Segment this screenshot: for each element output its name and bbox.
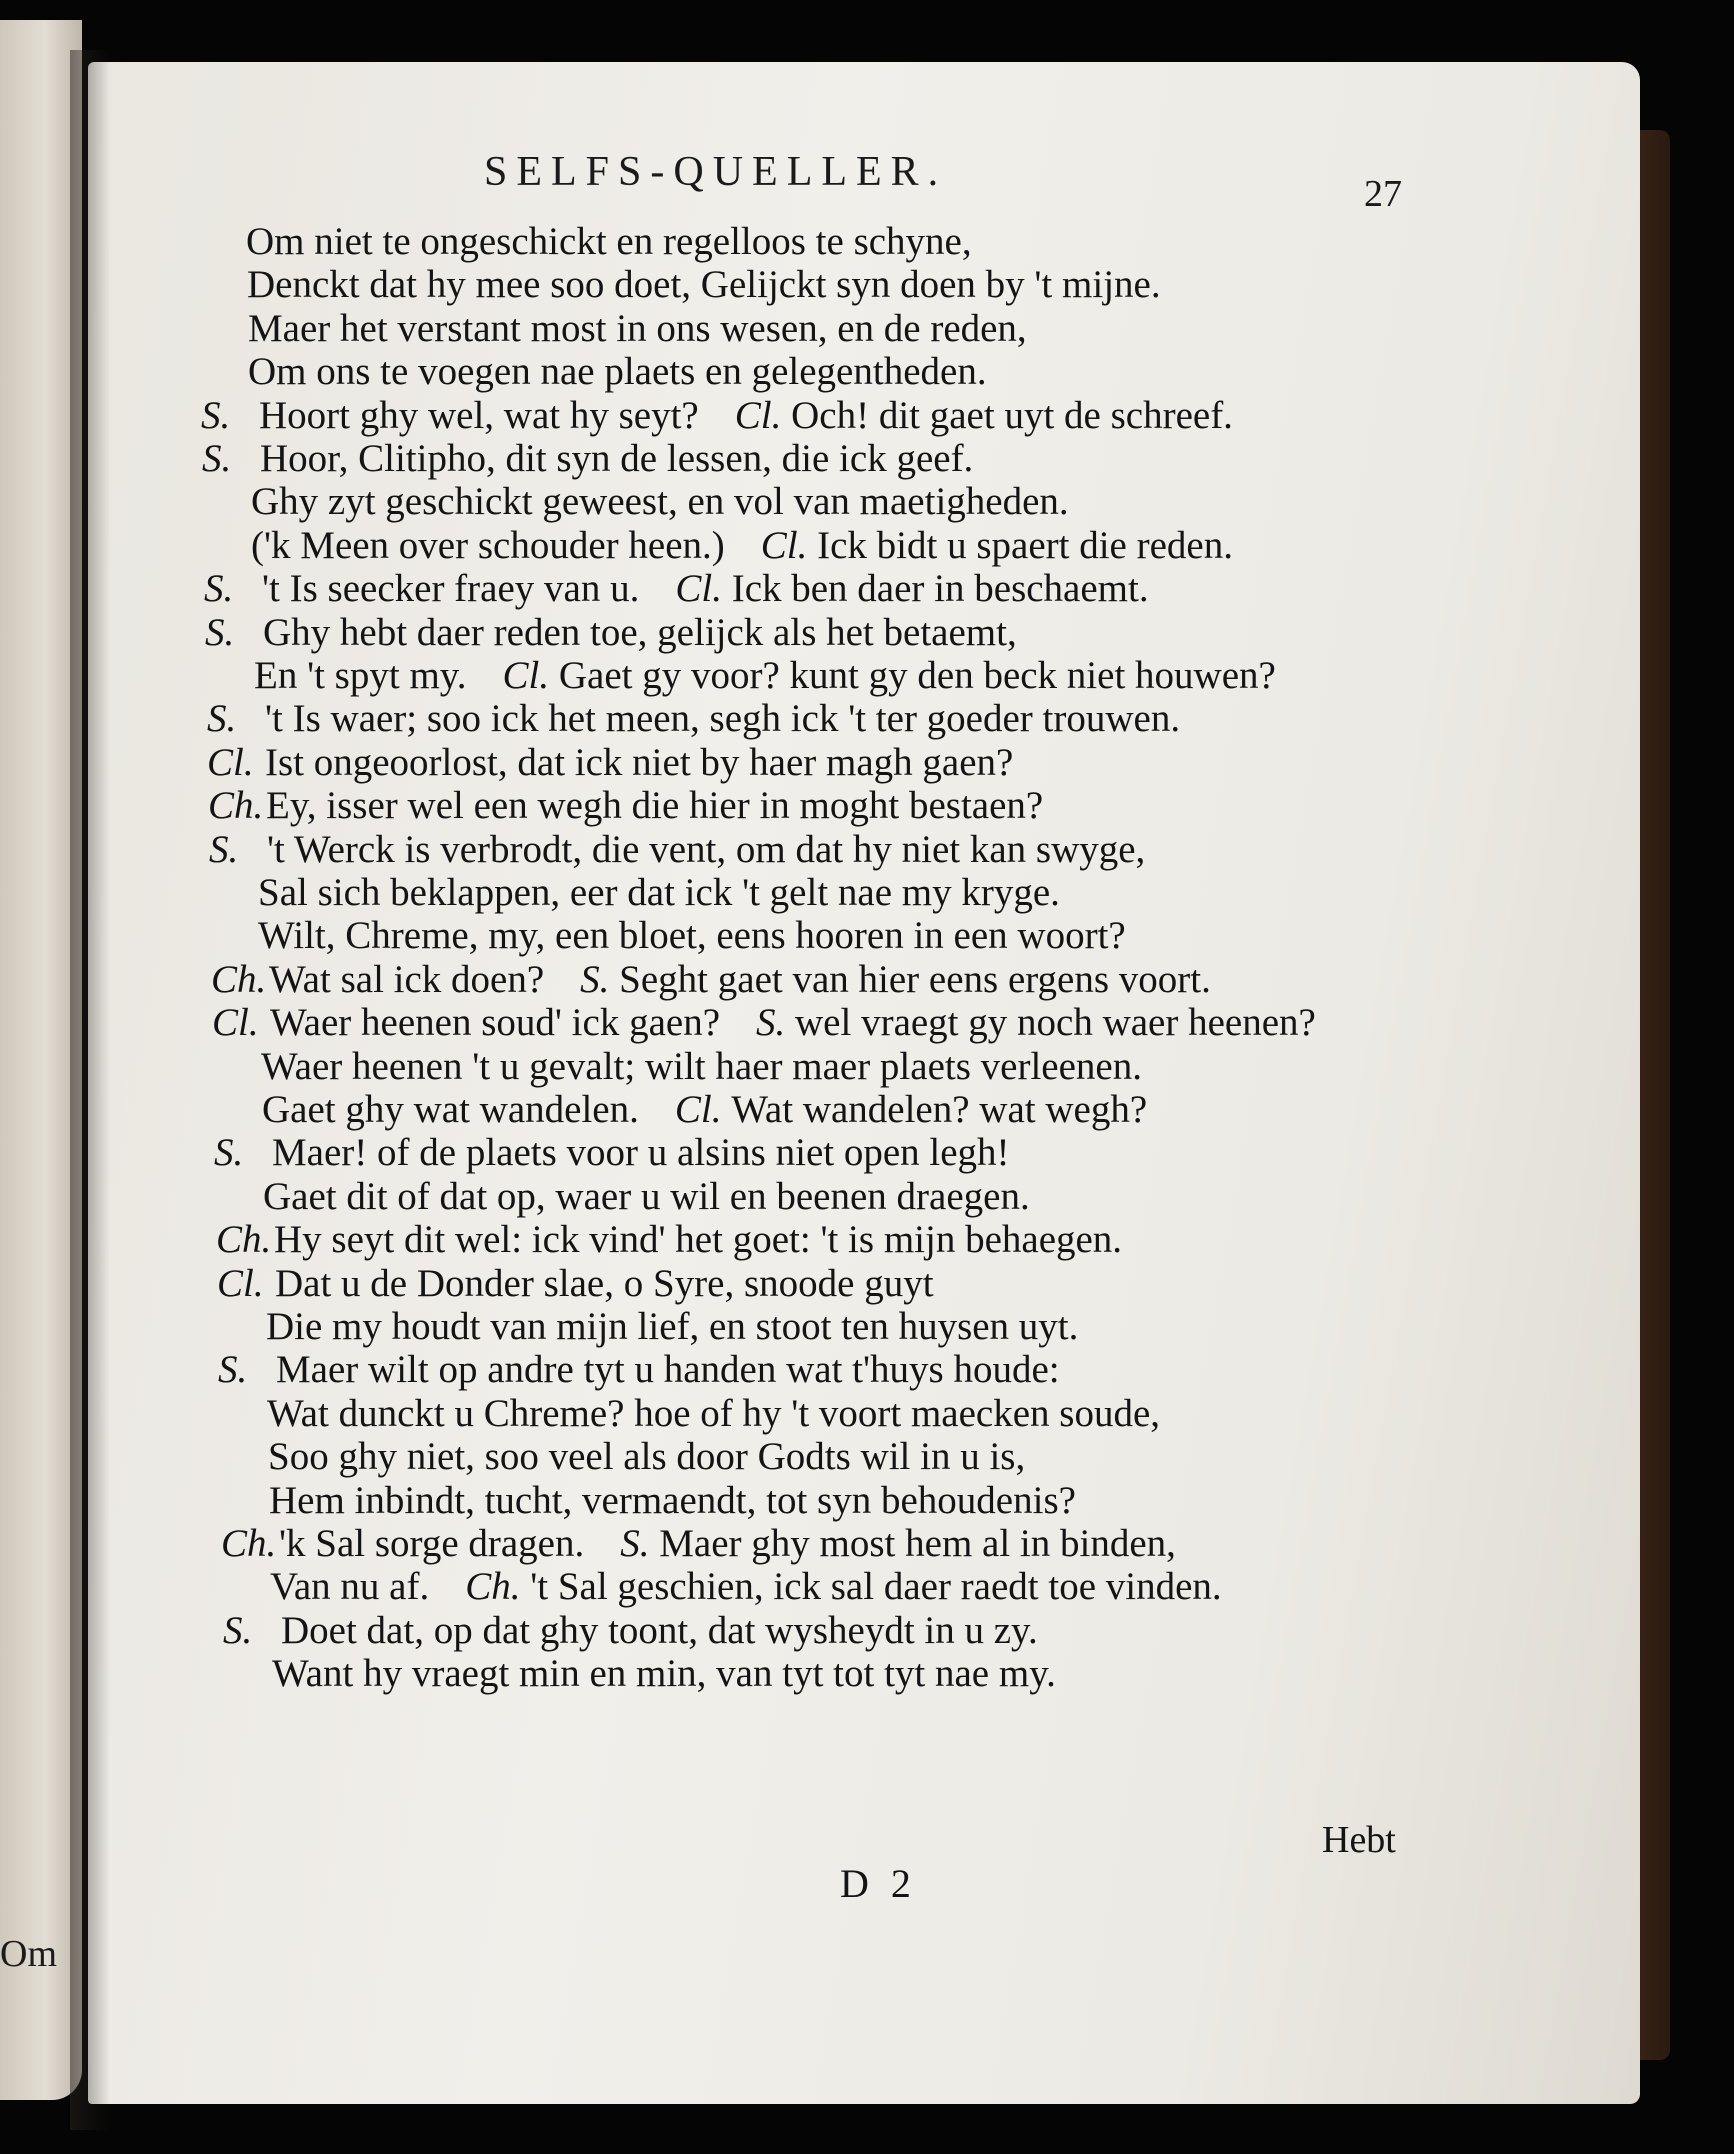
verse-text-segment: Van nu af. xyxy=(270,1565,430,1609)
verse-text-segment: 't Werck is verbrodt, die vent, om dat hy niet kan swyge, xyxy=(267,827,1146,871)
verse-text-segment: Waer heenen 't u gevalt; wilt haer maer plaets verleenen. xyxy=(261,1044,1142,1088)
verse-text-segment: Ick bidt u spaert die reden. xyxy=(817,523,1233,567)
verse-line xyxy=(200,307,1027,351)
verse-text-segment: Ick ben daer in beschaemt. xyxy=(731,567,1149,611)
verse-line xyxy=(221,1522,1176,1566)
page-number: 27 xyxy=(1364,173,1402,215)
verse-line xyxy=(220,1435,1025,1479)
verse-text-segment: Gaet ghy wat wandelen. xyxy=(262,1088,639,1131)
verse-text-segment: Doet dat, op dat ghy toont, dat wysheydt in u zy. xyxy=(281,1608,1038,1652)
speaker-label: Ch. xyxy=(465,1565,531,1609)
gutter-shadow xyxy=(70,50,110,2130)
verse-text-segment: Om niet te ongeschickt en regelloos te schyne, xyxy=(246,220,972,263)
catchword: Hebt xyxy=(1322,1819,1396,1861)
speaker-label: Cl. xyxy=(212,1001,259,1045)
verse-text-segment: Waer heenen soud' ick gaen? xyxy=(270,1001,721,1045)
verse-line xyxy=(211,958,1211,1002)
verse-text-segment: Hem inbindt, tucht, vermaendt, tot syn behoudenis? xyxy=(269,1478,1076,1522)
verse-line xyxy=(212,1001,1316,1045)
verse-text-segment: Ist ongeoorlost, dat ick niet by haer magh gaen? xyxy=(265,740,1014,784)
verse-text-segment: Gaet gy voor? kunt gy den beck niet houwen? xyxy=(558,654,1276,697)
verse-text-segment: Sal sich beklappen, eer dat ick 't gelt nae my kryge. xyxy=(258,871,1060,914)
verse-line xyxy=(213,1045,1142,1089)
speaker-label: Ch. xyxy=(211,957,267,1001)
verse-text-segment: Maer het verstant most in ons wesen, en de reden, xyxy=(248,306,1027,350)
speaker-label: Cl. xyxy=(675,567,732,611)
verse-text-segment: Gaet dit of dat op, waer u wil en beenen draegen. xyxy=(263,1174,1030,1218)
verse-line xyxy=(207,741,1013,785)
verse-line xyxy=(218,1348,1060,1392)
speaker-label: S. xyxy=(218,1348,248,1392)
verse-text-segment: Hy seyt dit wel: ick vind' het goet: 't is mijn behaegen. xyxy=(274,1218,1123,1262)
verse-line xyxy=(208,784,1043,828)
speaker-label: S. xyxy=(204,567,234,611)
verse-line xyxy=(222,1565,1222,1609)
verse-line xyxy=(202,437,973,481)
speaker-label: S. xyxy=(756,1001,796,1045)
verse-text-segment: Wat wandelen? wat wegh? xyxy=(731,1088,1148,1131)
verse-text-segment: Ghy hebt daer reden toe, gelijck als het betaemt, xyxy=(263,610,1017,654)
verse-line xyxy=(216,1218,1122,1262)
speaker-label: S. xyxy=(201,393,231,437)
verse-line xyxy=(219,1392,1160,1436)
verse-line xyxy=(207,697,1180,741)
speaker-label: S. xyxy=(209,827,239,871)
speaker-label: Cl. xyxy=(207,740,254,784)
speaker-label: Cl. xyxy=(674,1088,732,1131)
verse-text-segment: Wilt, Chreme, my, een bloet, eens hooren in een woort? xyxy=(258,914,1126,958)
verse-text-segment: Wat dunckt u Chreme? hoe of hy 't voort maecken soude, xyxy=(267,1391,1161,1435)
speaker-label: S. xyxy=(202,437,232,480)
verse-text-segment: 't Sal geschien, ick sal daer raedt toe vinden. xyxy=(530,1565,1222,1609)
speaker-label: S. xyxy=(580,957,620,1001)
speaker-label: S. xyxy=(620,1522,660,1565)
speaker-label: Cl. xyxy=(734,393,792,437)
verse-text-segment: Wat sal ick doen? xyxy=(269,957,545,1001)
verse-text-segment: 'k Sal sorge dragen. xyxy=(279,1522,585,1565)
verse-text-segment: En 't spyt my. xyxy=(254,654,467,697)
verse-line xyxy=(206,654,1276,698)
verse-text-segment: Och! dit gaet uyt de schreef. xyxy=(791,393,1233,437)
verse-text-segment: 't Is waer; soo ick het meen, segh ick 't ter goeder trouwen. xyxy=(265,697,1181,741)
running-head: SELFS-QUELLER. xyxy=(484,149,948,195)
verse-text-segment: Denckt dat hy mee soo doet, Gelijckt syn doen by 't mijne. xyxy=(247,263,1161,307)
verse-line xyxy=(210,871,1060,915)
verse-line xyxy=(203,480,1069,524)
verse-text-segment: Hoort ghy wel, wat hy seyt? xyxy=(259,393,699,437)
speaker-label: S. xyxy=(214,1131,244,1175)
verse-text-segment: Maer ghy most hem al in binden, xyxy=(659,1522,1176,1565)
verse-line xyxy=(223,1609,1038,1653)
verse-line xyxy=(217,1262,934,1306)
verse-line xyxy=(203,524,1233,568)
facing-page-catchword: Om xyxy=(0,1933,57,1975)
verse-text-segment: ('k Meen over schouder heen.) xyxy=(251,523,725,567)
speaker-label: S. xyxy=(207,697,237,741)
signature-mark: D 2 xyxy=(840,1861,917,1906)
speaker-label: Cl. xyxy=(502,654,559,697)
verse-line xyxy=(205,611,1017,655)
verse-text-segment: Om ons te voegen nae plaets en gelegentheden. xyxy=(248,350,987,394)
verse-line xyxy=(214,1088,1147,1132)
verse-text-segment: wel vraegt gy noch waer heenen? xyxy=(795,1001,1316,1045)
verse-line xyxy=(214,1131,1010,1175)
speaker-label: Ch. xyxy=(208,784,264,828)
verse-line xyxy=(209,828,1145,872)
verse-text-segment: Soo ghy niet, soo veel als door Godts wil in u is, xyxy=(268,1435,1026,1479)
speaker-label: Ch. xyxy=(221,1522,277,1565)
verse-line xyxy=(215,1175,1030,1219)
speaker-label: S. xyxy=(223,1608,253,1652)
speaker-label: Ch. xyxy=(216,1218,272,1262)
verse-line xyxy=(221,1479,1076,1523)
verse-text-segment: Maer! of de plaets voor u alsins niet open legh! xyxy=(272,1131,1010,1175)
verse-text-segment: Seght gaet van hier eens ergens voort. xyxy=(619,957,1211,1001)
verse-text-segment: Ey, isser wel een wegh die hier in moght bestaen? xyxy=(266,784,1044,828)
verse-line xyxy=(204,567,1149,611)
verse-line xyxy=(218,1305,1078,1349)
verse-line xyxy=(200,350,987,394)
verse-text-segment: Hoor, Clitipho, dit syn de lessen, die ick geef. xyxy=(260,437,974,480)
verse-line xyxy=(198,220,972,264)
speaker-label: Cl. xyxy=(217,1261,264,1305)
verse-text-segment: 't Is seecker fraey van u. xyxy=(262,567,640,611)
verse-text-segment: Maer wilt op andre tyt u handen wat t'huys houde: xyxy=(276,1348,1060,1392)
speaker-label: Cl. xyxy=(760,523,818,567)
verse-line xyxy=(224,1652,1056,1696)
verse-text-segment: Ghy zyt geschickt geweest, en vol van maetigheden. xyxy=(251,480,1069,524)
verse-line xyxy=(199,263,1161,307)
verse-text-segment: Dat u de Donder slae, o Syre, snoode guyt xyxy=(275,1261,934,1305)
verse-text-segment: Want hy vraegt min en min, van tyt tot tyt nae my. xyxy=(272,1652,1056,1696)
verse-line xyxy=(210,914,1126,958)
speaker-label: S. xyxy=(205,610,235,654)
verse-line xyxy=(201,394,1233,438)
verse-text-segment: Die my houdt van mijn lief, en stoot ten huysen uyt. xyxy=(266,1305,1079,1348)
